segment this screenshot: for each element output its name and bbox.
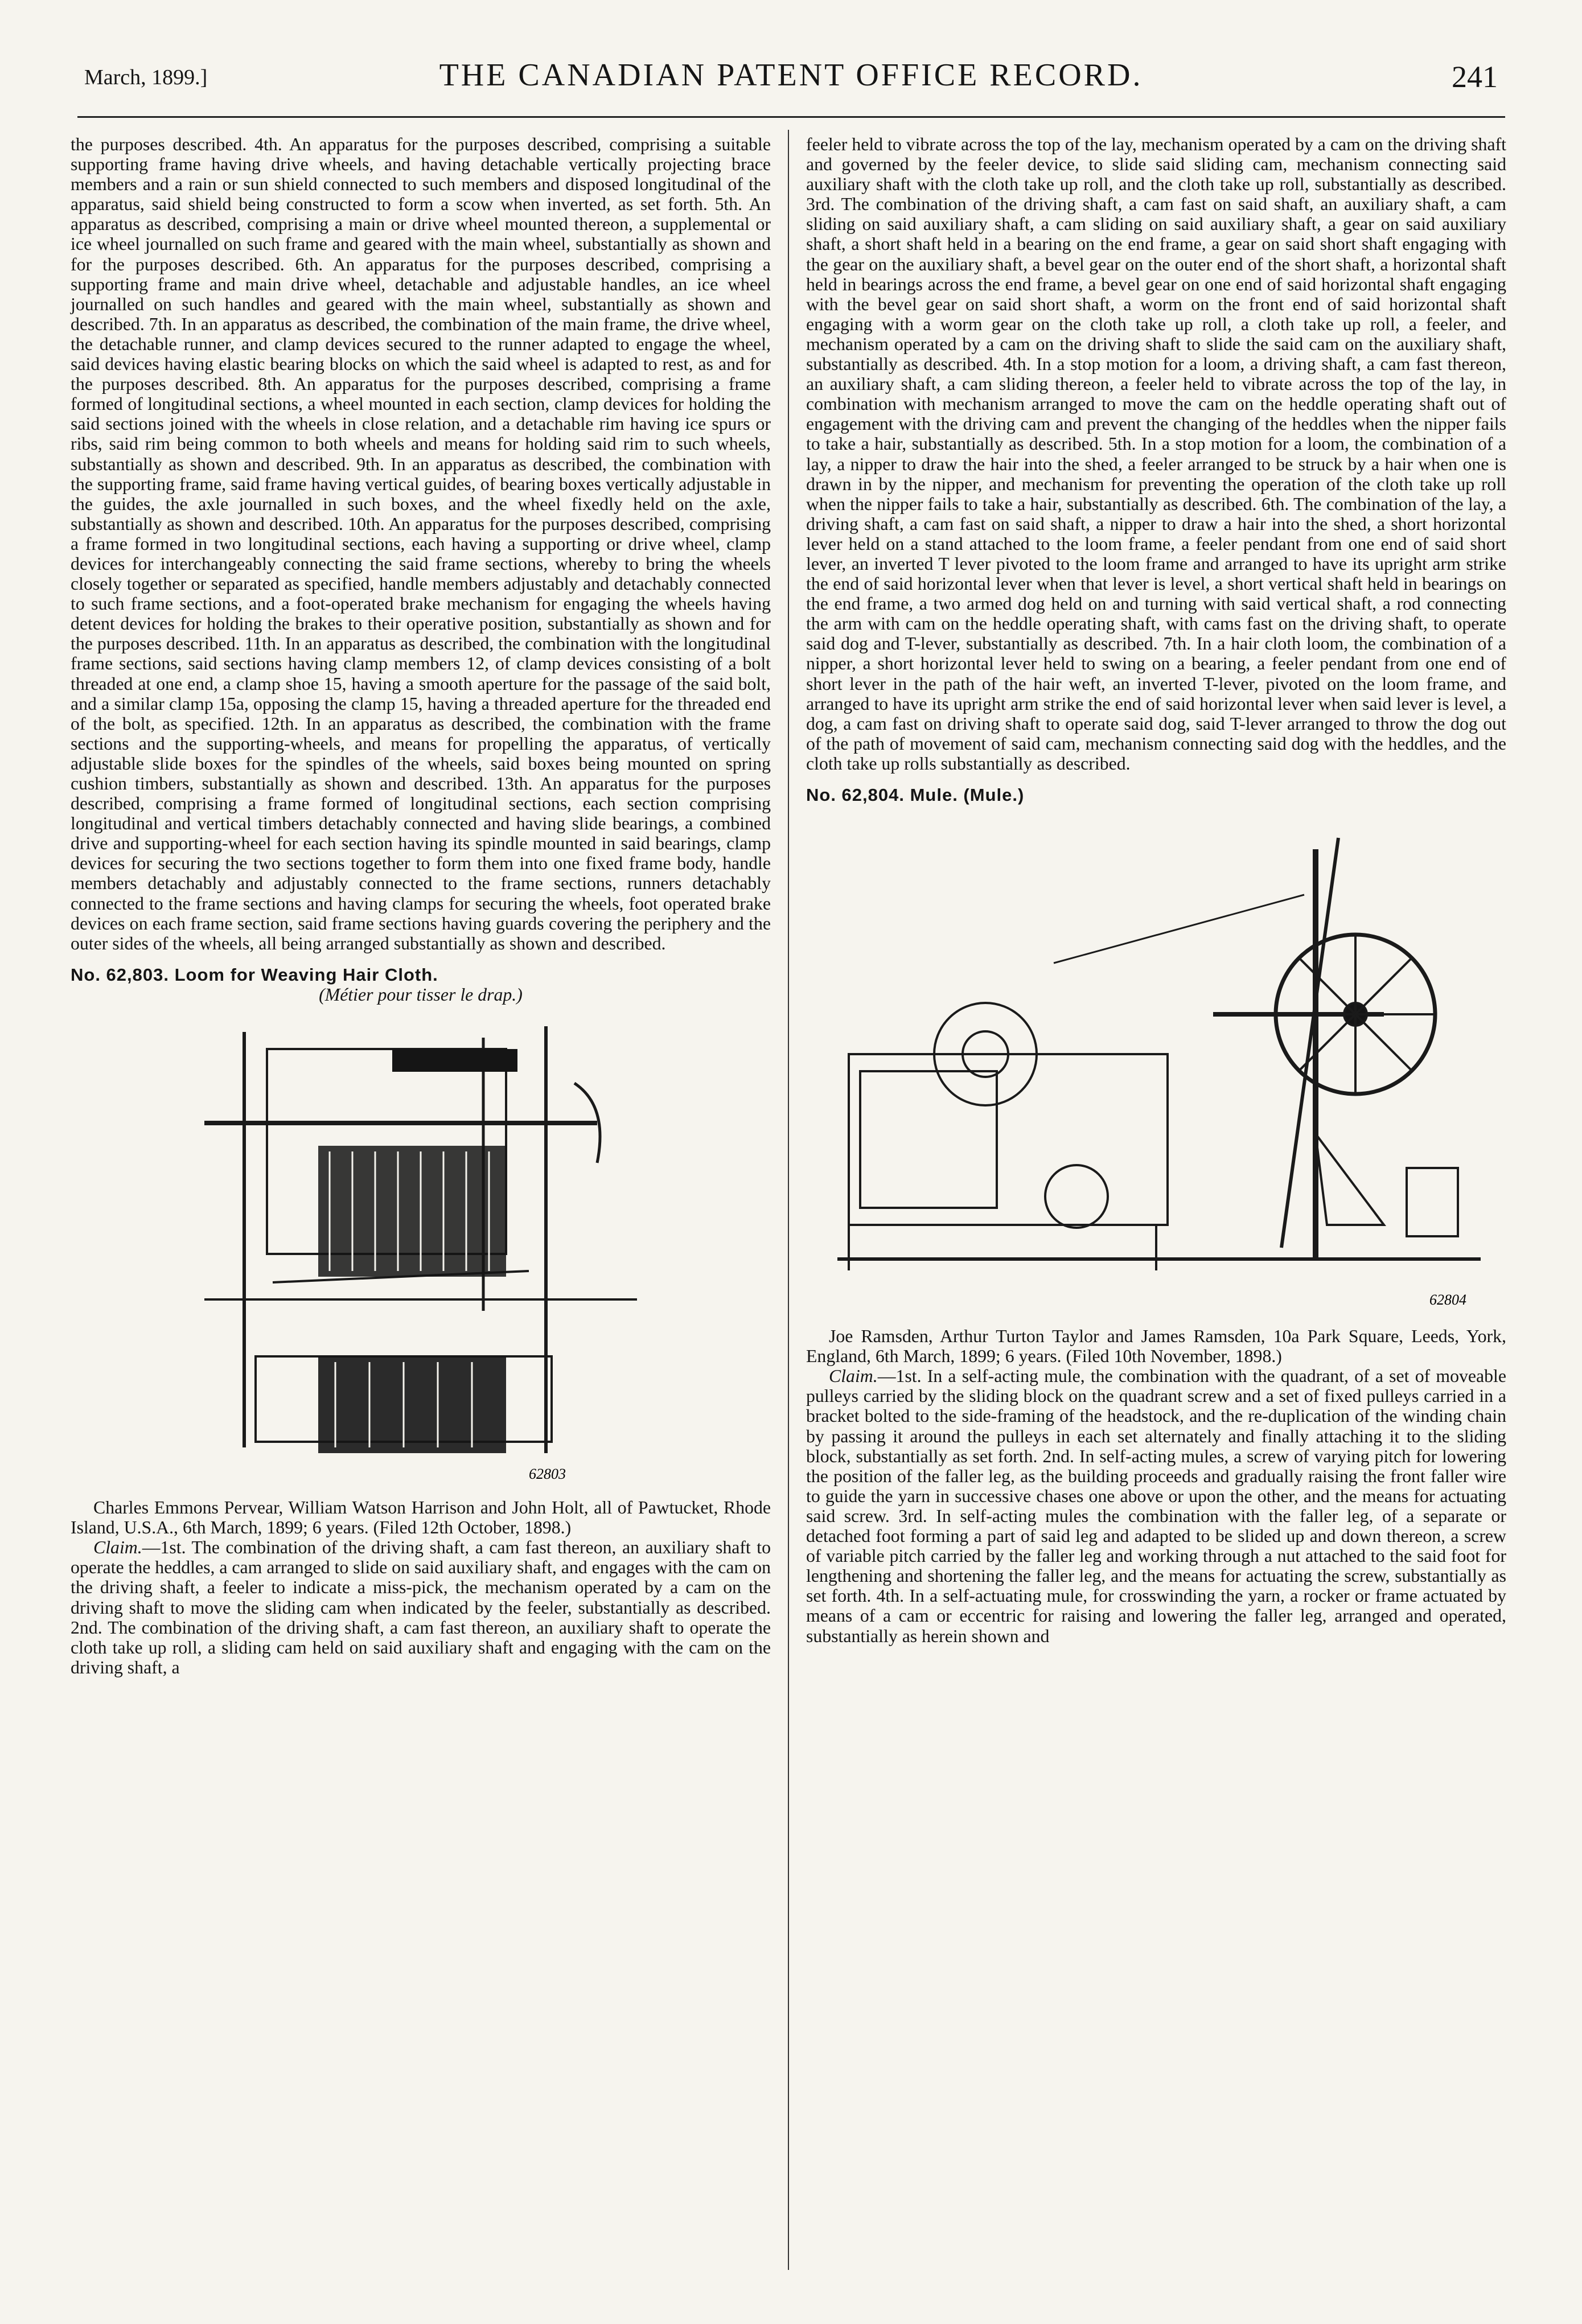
left-column (71, 134, 771, 1677)
journal-title: THE CANADIAN PATENT OFFICE RECORD. (439, 57, 1143, 93)
page-header (0, 57, 1582, 106)
claim-label: Claim. (829, 1366, 878, 1387)
figure-number: 62803 (529, 1466, 566, 1483)
continued-claims-text: the purposes described. 4th. An apparatus for the purposes described, comprising a suitable supporting frame having drive wheels, and having detachable vertically projecting brace members and a rain or sun shield connected to such members and disposed longitudinal of the apparatus, said shield being constructed to form a scow when inverted, as set forth. 5th. An apparatus as described, comprising a main or drive wheel mounted thereon, a supplemental or ice wheel journalled on such frame and geared with the main wheel, substantially as shown and for the purposes described. 6th. An apparatus for the purposes described, comprising a supporting frame and main drive wheel, detachable and adjustable handles, an ice wheel journalled on such handles and geared with the main wheel, substantially as shown and described. 7th. In an apparatus as described, the combination of the main frame, the drive wheel, the detachable runner, and clamp devices secured to the runner adapted to engage the wheel, said devices having elastic bearing blocks on which the said wheel is adapted to rest, as and for the purposes described. 8th. An apparatus for the purposes described, comprising a frame formed of longitudinal sections, a wheel mounted in each section, clamp devices for holding the said sections joined with the wheels in close relation, and a detachable rim having ice spurs or ribs, said rim being common to both wheels and means for holding said rim to such wheels, substantially as shown and described. 9th. In an apparatus as described, the combination with the supporting frame, said frame having vertical guides, of bearing boxes vertically adjustable in the guides, the axle journalled in such boxes, and the wheel fixedly held on the axle, substantially as shown and described. 10th. An apparatus for the purposes described, comprising a frame formed in two longitudinal sections, each having a supporting or drive wheel, clamp devices for interchangeably connecting the said frame sections, whereby to bring the wheels closely together or separated as specified, handle members adjustably and detachably connected to such frame sections, and a foot-operated brake mechanism for engaging the wheels having detent devices for holding the brakes to their operative position, substantially as shown and for the purposes described. 11th. In an apparatus as described, the combination with the longitudinal frame sections, said sections having clamp members 12, of clamp devices consisting of a bolt threaded at one end, a clamp shoe 15, having a smooth aperture for the passage of the said bolt, and a similar clamp 15a, opposing the clamp 15, having a threaded aperture for the threaded end of the bolt, as specified. 12th. In an apparatus as described, the combination with the frame sections and the supporting-wheels, and means for propelling the apparatus, of vertically adjustable slide boxes for the spindles of the wheels, said boxes being mounted on spring cushion timbers, substantially as shown and described. 13th. An apparatus for the purposes described, comprising a frame formed of longitudinal sections, each section comprising longitudinal and vertical timbers detachably connected and having slide bearings, a combined drive and supporting-wheel for each section having its spindle mounted in said bearings, clamp devices for securing the two sections together to form them into one fixed frame body, handle members detachably and adjustably connected to the frame sections, runners detachably connected to the frame sections and having clamps for securing the wheels, foot operated brake devices on each frame section, said frame sections having guards covering the periphery and the outer sides of the wheels, all being arranged substantially as shown and described. (71, 134, 771, 953)
header-rule (77, 116, 1505, 118)
claim-text: —1st. In a self-acting mule, the combination with the quadrant, of a set of moveable pulleys carried by the sliding block on the quadrant screw and a set of fixed pulleys carried in a bracket bolted to the side-framing of the headstock, and the re-duplication of the winding chain by passing it around the pulleys in each set alternately and finally attaching it to the sliding block, substantially as set forth. 2nd. In self-acting mules, a screw of varying pitch for lowering the position of the faller leg, as the building proceeds and gradually raising the front faller wire to guide the yarn in successive chases one above or upon the other, and the means for actuating said screw. 3rd. In self-acting mules the combination with the faller leg, of a separate or detached foot forming a part of said leg and adapted to be slided up and down thereon, a screw of variable pitch carried by the faller leg and working through a nut attached to the said foot for lengthening and shortening the faller leg, and the means for actuating the screw, substantially as set forth. 4th. In a self-actuating mule, for crosswinding the yarn, a rocker or frame actuated by means of a cam or eccentric for raising and lowering the faller leg, arranged and operated, substantially as herein shown and (806, 1366, 1506, 1646)
patent-subheading: (Métier pour tisser le drap.) (319, 984, 523, 1005)
figure-number: 62804 (1429, 1291, 1466, 1309)
page-number: 241 (1452, 60, 1498, 94)
continued-claims-text: feeler held to vibrate across the top of the lay, mechanism operated by a cam on the driving shaft and governed by the feeler device, to slide said sliding cam, mechanism connecting said auxiliary shaft with the cloth take up roll, and the cloth take up roll, substantially as described. 3rd. The combination of the driving shaft, a cam fast on said shaft, an auxiliary shaft, a cam sliding on said auxiliary shaft, a cam sliding on said auxiliary shaft, a gear on said auxiliary shaft, a short shaft held in a bearing on the end frame, a gear on said short shaft engaging with the gear on the auxiliary shaft, a bevel gear on the outer end of the short shaft, a horizontal shaft held in bearings across the end frame, a bevel gear on one end of said horizontal shaft engaging with the bevel gear on said short shaft, a worm on the front end of said horizontal shaft engaging with a worm gear on the cloth take up roll, a cloth take up roll, a feeler, and mechanism operated by a cam on the driving shaft to slide the said cam on the auxiliary shaft, substantially as described. 4th. In a stop motion for a loom, a driving shaft, a cam fast thereon, an auxiliary shaft, a cam sliding thereon, a feeler held to vibrate across the top of the lay, in combination with mechanism arranged to move the cam on the heddle operating shaft out of engagement with the driving cam and prevent the changing of the heddles when the nipper fails to take a hair, substantially as described. 5th. In a stop motion for a loom, the combination of a lay, a nipper to draw the hair into the shed, a feeler arranged to be struck by a hair when one is drawn in by the nipper, and mechanism for preventing the operation of the cloth take up roll when the nipper fails to take a hair, substantially as described. 6th. The combination of the lay, a driving shaft, a cam fast on said shaft, a nipper to draw a hair into the shed, a short horizontal lever held on a stand attached to the loom frame, a feeler pendant from one end of said short lever, an inverted T lever pivoted to the loom frame and arranged to have its upright arm strike the end of said horizontal lever when that lever is level, a short vertical shaft held in bearings on the end frame, a two armed dog held on and turning with said vertical shaft, a rod connecting the arm with cam on the heddle operating shaft, with cams fast on the driving shaft, to operate said dog and T-lever, substantially as described. 7th. In a hair cloth loom, the combination of a nipper, a short horizontal lever held to swing on a bearing, a feeler pendant from one end of short lever in the path of the hair weft, an inverted T-lever, pivoted on the loom frame, and arranged to have its upright arm strike the end of said horizontal lever when said lever is level, a dog, a cam fast on driving shaft to operate said dog, said T-lever arranged to throw the dog out of the path of movement of said cam, mechanism connecting said dog with the heddles, and the cloth take up rolls substantially as described. (806, 134, 1506, 774)
mule-illustration (815, 815, 1498, 1316)
issue-date: March, 1899.] (84, 65, 208, 89)
claim-text: —1st. The combination of the driving shaft, a cam fast thereon, an auxiliary shaft to operate the heddles, a cam arranged to slide on said auxiliary shaft, and engages with the cam on the driving shaft, a feeler to indicate a miss-pick, the mechanism operated by a cam on the driving shaft to move the sliding cam when indicated by the feeler, substantially as described. 2nd. The combination of the driving shaft, a cam fast thereon, an auxiliary shaft to operate the cloth take up roll, a sliding cam held on said auxiliary shaft and engaging with the cam on the driving shaft, a (71, 1537, 771, 1677)
inventors: Joe Ramsden, Arthur Turton Taylor and James Ramsden, 10a Park Square, Leeds, York, England, 6th March, 1899; 6 years. (Filed 10th November, 1898.) (806, 1326, 1506, 1367)
inventors: Charles Emmons Pervear, William Watson Harrison and John Holt, all of Pawtucket, Rhode Island, U.S.A., 6th March, 1899; 6 years. (Filed 12th October, 1898.) (71, 1498, 771, 1538)
column-divider (788, 130, 789, 2270)
right-column (806, 134, 1506, 1646)
patent-heading: No. 62,803. Loom for Weaving Hair Cloth. (71, 964, 438, 985)
claim-label: Claim. (93, 1537, 142, 1558)
loom-illustration (187, 1015, 654, 1487)
patent-heading: No. 62,804. Mule. (Mule.) (806, 785, 1025, 805)
